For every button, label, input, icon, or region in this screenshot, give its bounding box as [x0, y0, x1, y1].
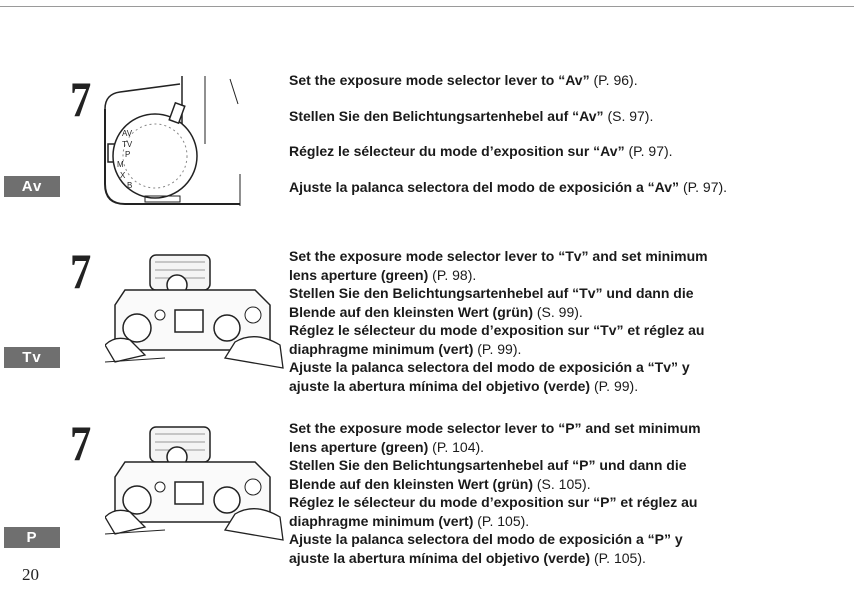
- instruction-line: ajuste la abertura mínima del objetivo (verde) (P. 99).: [289, 377, 639, 394]
- instruction-line: Set the exposure mode selector lever to “Av” (P. 96).: [289, 72, 638, 88]
- instruction-line: lens aperture (green) (P. 98).: [289, 266, 477, 283]
- instruction-line: Blende auf den kleinsten Wert (grün) (S. 99).: [289, 303, 583, 320]
- instruction-line: Set the exposure mode selector lever to “Tv” and set minimum: [289, 248, 708, 264]
- camera-top-illustration-tv: [105, 250, 285, 380]
- step-number-av: 7: [70, 71, 92, 127]
- tab-tv: Tv: [4, 347, 60, 368]
- instruction-line: Réglez le sélecteur du mode d’exposition sur “P” et réglez au: [289, 494, 698, 510]
- top-rule: [0, 6, 854, 7]
- instruction-line: Blende auf den kleinsten Wert (grün) (S. 105).: [289, 475, 591, 492]
- instructions-tv: [289, 247, 789, 395]
- instruction-line: Stellen Sie den Belichtungsartenhebel auf “P” und dann die: [289, 457, 687, 473]
- instruction-line: Stellen Sie den Belichtungsartenhebel auf “Tv” und dann die: [289, 285, 694, 301]
- step-number-p: 7: [70, 415, 92, 471]
- instruction-line: Ajuste la palanca selectora del modo de exposición a “P” y: [289, 531, 683, 547]
- mode-dial-illustration: [100, 74, 245, 209]
- dial-label-av: AV: [122, 129, 133, 138]
- instruction-line: diaphragme minimum (vert) (P. 105).: [289, 512, 530, 529]
- instruction-line: lens aperture (green) (P. 104).: [289, 438, 485, 455]
- tab-av: Av: [4, 176, 60, 197]
- dial-label-p: P: [125, 150, 131, 159]
- instruction-line: Réglez le sélecteur du mode d’exposition sur “Av” (P. 97).: [289, 143, 673, 159]
- tab-p: P: [4, 527, 60, 548]
- instructions-p: [289, 419, 789, 567]
- instruction-line: diaphragme minimum (vert) (P. 99).: [289, 340, 522, 357]
- instruction-line: ajuste la abertura mínima del objetivo (verde) (P. 105).: [289, 549, 646, 566]
- instruction-line: Ajuste la palanca selectora del modo de exposición a “Av” (P. 97).: [289, 178, 728, 195]
- dial-label-tv: TV: [122, 140, 133, 149]
- dial-label-b: B: [127, 181, 133, 190]
- step-number-tv: 7: [70, 243, 92, 299]
- instruction-line: Ajuste la palanca selectora del modo de exposición a “Tv” y: [289, 359, 690, 375]
- dial-label-m: M: [117, 160, 124, 169]
- camera-top-illustration-p: [105, 422, 285, 552]
- page-number: 20: [22, 565, 39, 584]
- dial-label-x: X: [120, 171, 126, 180]
- instruction-line: Set the exposure mode selector lever to “P” and set minimum: [289, 420, 701, 436]
- instructions-av: [289, 71, 789, 213]
- instruction-line: Stellen Sie den Belichtungsartenhebel auf “Av” (S. 97).: [289, 107, 654, 124]
- instruction-line: Réglez le sélecteur du mode d’exposition sur “Tv” et réglez au: [289, 322, 705, 338]
